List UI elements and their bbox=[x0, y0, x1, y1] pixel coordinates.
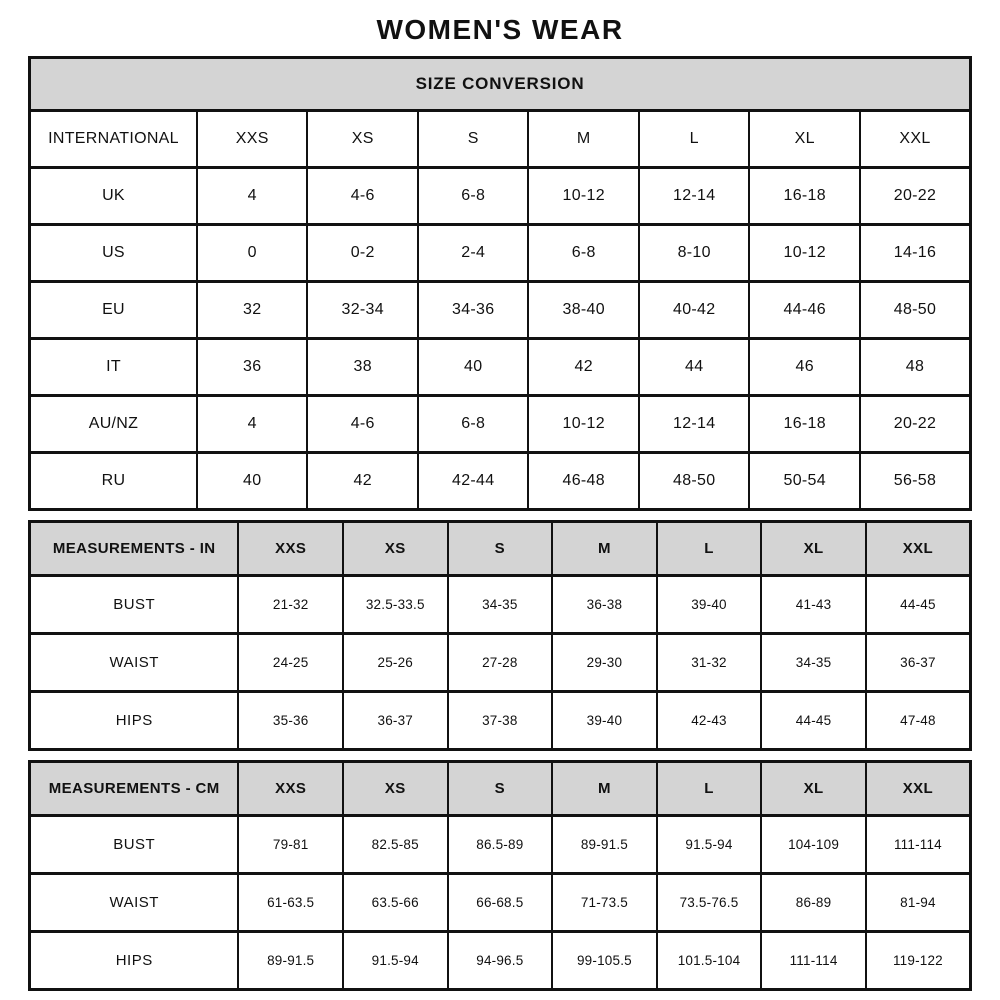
size-column-header: XS bbox=[343, 762, 448, 816]
corner-header-cell: MEASUREMENTS - CM bbox=[30, 762, 239, 816]
value-cell: 48-50 bbox=[639, 453, 750, 510]
value-cell: 35-36 bbox=[238, 692, 343, 750]
table-row bbox=[30, 576, 971, 634]
corner-header-cell: MEASUREMENTS - IN bbox=[30, 522, 239, 576]
value-cell: 39-40 bbox=[552, 692, 657, 750]
value-cell: 2-4 bbox=[418, 225, 529, 282]
value-cell: 21-32 bbox=[238, 576, 343, 634]
size-column-header: XL bbox=[761, 522, 866, 576]
value-cell: 34-36 bbox=[418, 282, 529, 339]
value-cell: 10-12 bbox=[749, 225, 860, 282]
value-cell: 44-46 bbox=[749, 282, 860, 339]
value-cell: 36 bbox=[197, 339, 308, 396]
page-title: WOMEN'S WEAR bbox=[376, 14, 624, 45]
size-conversion-body bbox=[30, 168, 971, 510]
row-label: AU/NZ bbox=[30, 396, 197, 453]
value-cell: 12-14 bbox=[639, 168, 750, 225]
size-column-header: XXL bbox=[866, 522, 971, 576]
table-row bbox=[30, 634, 971, 692]
value-cell: 82.5-85 bbox=[343, 816, 448, 874]
value-cell: 24-25 bbox=[238, 634, 343, 692]
size-column-header: XL bbox=[749, 111, 860, 168]
value-cell: 61-63.5 bbox=[238, 874, 343, 932]
value-cell: 104-109 bbox=[761, 816, 866, 874]
value-cell: 40 bbox=[197, 453, 308, 510]
size-column-header: XS bbox=[343, 522, 448, 576]
size-column-header: L bbox=[657, 762, 762, 816]
value-cell: 86-89 bbox=[761, 874, 866, 932]
value-cell: 48 bbox=[860, 339, 971, 396]
row-label: HIPS bbox=[30, 932, 239, 990]
value-cell: 91.5-94 bbox=[657, 816, 762, 874]
value-cell: 40 bbox=[418, 339, 529, 396]
row-label: RU bbox=[30, 453, 197, 510]
value-cell: 6-8 bbox=[418, 396, 529, 453]
value-cell: 38-40 bbox=[528, 282, 639, 339]
value-cell: 48-50 bbox=[860, 282, 971, 339]
value-cell: 44 bbox=[639, 339, 750, 396]
table-row bbox=[30, 396, 971, 453]
value-cell: 40-42 bbox=[639, 282, 750, 339]
value-cell: 20-22 bbox=[860, 396, 971, 453]
size-column-header: XL bbox=[761, 762, 866, 816]
table-row bbox=[30, 932, 971, 990]
value-cell: 4-6 bbox=[307, 396, 418, 453]
size-conversion-banner: SIZE CONVERSION bbox=[30, 58, 971, 111]
value-cell: 42-44 bbox=[418, 453, 529, 510]
value-cell: 32-34 bbox=[307, 282, 418, 339]
value-cell: 4 bbox=[197, 168, 308, 225]
size-conversion-header-row bbox=[30, 111, 971, 168]
value-cell: 42 bbox=[528, 339, 639, 396]
measurements-cm-body bbox=[30, 816, 971, 990]
value-cell: 20-22 bbox=[860, 168, 971, 225]
value-cell: 99-105.5 bbox=[552, 932, 657, 990]
row-label: WAIST bbox=[30, 634, 239, 692]
value-cell: 101.5-104 bbox=[657, 932, 762, 990]
size-column-header: M bbox=[552, 522, 657, 576]
table-row bbox=[30, 225, 971, 282]
measurements-cm-table bbox=[28, 760, 972, 991]
row-label: IT bbox=[30, 339, 197, 396]
value-cell: 16-18 bbox=[749, 396, 860, 453]
value-cell: 34-35 bbox=[448, 576, 553, 634]
value-cell: 31-32 bbox=[657, 634, 762, 692]
corner-header-cell: INTERNATIONAL bbox=[30, 111, 197, 168]
value-cell: 50-54 bbox=[749, 453, 860, 510]
size-column-header: L bbox=[639, 111, 750, 168]
value-cell: 46-48 bbox=[528, 453, 639, 510]
value-cell: 6-8 bbox=[528, 225, 639, 282]
table-row bbox=[30, 339, 971, 396]
value-cell: 71-73.5 bbox=[552, 874, 657, 932]
size-column-header: S bbox=[418, 111, 529, 168]
value-cell: 34-35 bbox=[761, 634, 866, 692]
table-row bbox=[30, 874, 971, 932]
size-column-header: L bbox=[657, 522, 762, 576]
value-cell: 0 bbox=[197, 225, 308, 282]
row-label: WAIST bbox=[30, 874, 239, 932]
row-label: EU bbox=[30, 282, 197, 339]
value-cell: 41-43 bbox=[761, 576, 866, 634]
row-label: BUST bbox=[30, 816, 239, 874]
value-cell: 10-12 bbox=[528, 396, 639, 453]
row-label: US bbox=[30, 225, 197, 282]
value-cell: 27-28 bbox=[448, 634, 553, 692]
size-column-header: XXS bbox=[238, 762, 343, 816]
value-cell: 16-18 bbox=[749, 168, 860, 225]
value-cell: 32.5-33.5 bbox=[343, 576, 448, 634]
value-cell: 81-94 bbox=[866, 874, 971, 932]
value-cell: 91.5-94 bbox=[343, 932, 448, 990]
value-cell: 10-12 bbox=[528, 168, 639, 225]
value-cell: 14-16 bbox=[860, 225, 971, 282]
value-cell: 111-114 bbox=[866, 816, 971, 874]
value-cell: 66-68.5 bbox=[448, 874, 553, 932]
measurements-in-table bbox=[28, 520, 972, 751]
row-label: UK bbox=[30, 168, 197, 225]
measurements-in-body bbox=[30, 576, 971, 750]
measurements-cm-header-row bbox=[30, 762, 971, 816]
table-row bbox=[30, 692, 971, 750]
size-column-header: XXL bbox=[860, 111, 971, 168]
size-conversion-table bbox=[28, 56, 972, 511]
value-cell: 29-30 bbox=[552, 634, 657, 692]
value-cell: 0-2 bbox=[307, 225, 418, 282]
table-row bbox=[30, 282, 971, 339]
value-cell: 56-58 bbox=[860, 453, 971, 510]
value-cell: 37-38 bbox=[448, 692, 553, 750]
value-cell: 4 bbox=[197, 396, 308, 453]
size-column-header: S bbox=[448, 762, 553, 816]
table-row bbox=[30, 453, 971, 510]
value-cell: 86.5-89 bbox=[448, 816, 553, 874]
value-cell: 25-26 bbox=[343, 634, 448, 692]
value-cell: 47-48 bbox=[866, 692, 971, 750]
size-column-header: XXS bbox=[238, 522, 343, 576]
value-cell: 89-91.5 bbox=[552, 816, 657, 874]
size-column-header: XS bbox=[307, 111, 418, 168]
size-column-header: S bbox=[448, 522, 553, 576]
size-column-header: M bbox=[528, 111, 639, 168]
value-cell: 79-81 bbox=[238, 816, 343, 874]
size-column-header: M bbox=[552, 762, 657, 816]
value-cell: 8-10 bbox=[639, 225, 750, 282]
value-cell: 38 bbox=[307, 339, 418, 396]
value-cell: 94-96.5 bbox=[448, 932, 553, 990]
table-row bbox=[30, 816, 971, 874]
table-row bbox=[30, 168, 971, 225]
value-cell: 89-91.5 bbox=[238, 932, 343, 990]
value-cell: 42-43 bbox=[657, 692, 762, 750]
value-cell: 36-37 bbox=[343, 692, 448, 750]
value-cell: 4-6 bbox=[307, 168, 418, 225]
value-cell: 44-45 bbox=[866, 576, 971, 634]
value-cell: 42 bbox=[307, 453, 418, 510]
row-label: BUST bbox=[30, 576, 239, 634]
size-conversion-banner-row bbox=[30, 58, 971, 111]
size-column-header: XXS bbox=[197, 111, 308, 168]
value-cell: 111-114 bbox=[761, 932, 866, 990]
value-cell: 44-45 bbox=[761, 692, 866, 750]
value-cell: 12-14 bbox=[639, 396, 750, 453]
value-cell: 73.5-76.5 bbox=[657, 874, 762, 932]
value-cell: 46 bbox=[749, 339, 860, 396]
value-cell: 39-40 bbox=[657, 576, 762, 634]
size-column-header: XXL bbox=[866, 762, 971, 816]
row-label: HIPS bbox=[30, 692, 239, 750]
value-cell: 119-122 bbox=[866, 932, 971, 990]
value-cell: 36-37 bbox=[866, 634, 971, 692]
value-cell: 36-38 bbox=[552, 576, 657, 634]
measurements-in-header-row bbox=[30, 522, 971, 576]
value-cell: 32 bbox=[197, 282, 308, 339]
value-cell: 6-8 bbox=[418, 168, 529, 225]
value-cell: 63.5-66 bbox=[343, 874, 448, 932]
